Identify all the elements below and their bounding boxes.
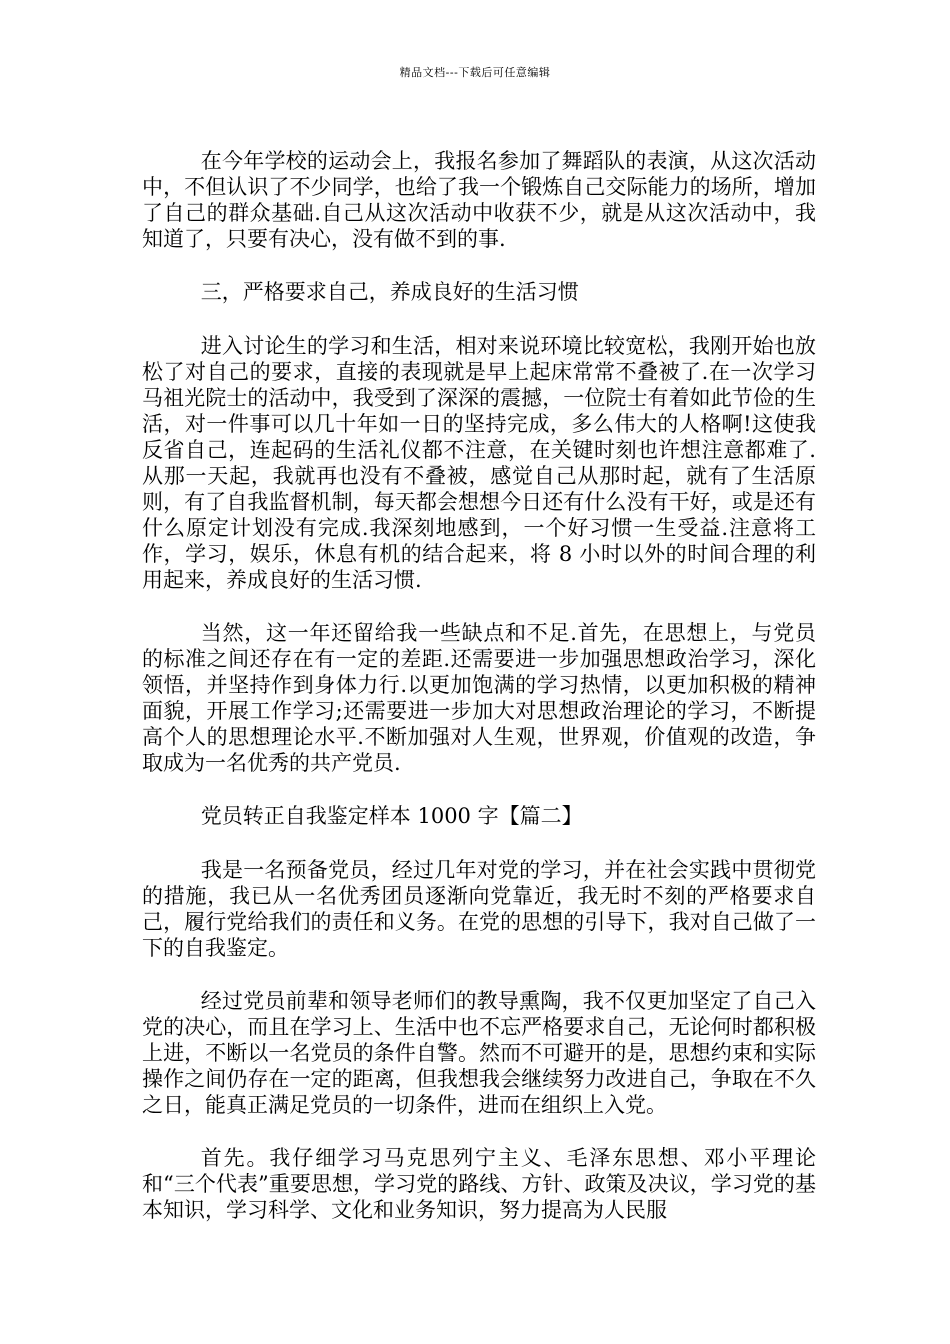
paragraph-sports-meeting: 在今年学校的运动会上，我报名参加了舞蹈队的表演，从这次活动中，不但认识了不少同学，也给了我一个锻炼自己交际能力的场所，增加了自己的群众基础.自己从这次活动中收获不少，就是从这次活动中，我知道了，只要有决心，没有做不到的事.	[142, 149, 816, 251]
section-heading-part-two: 党员转正自我鉴定样本 1000 字【篇二】	[200, 804, 583, 828]
paragraph-probationary-member: 我是一名预备党员，经过几年对党的学习，并在社会实践中贯彻党的措施，我已从一名优秀团员逐渐向党靠近，我无时不刻的严格要求自己，履行党给我们的责任和义务。在党的思想的引导下，我对自己做了一下的自我鉴定。	[142, 858, 816, 960]
paragraph-study-theory: 首先。我仔细学习马克思列宁主义、毛泽东思想、邓小平理论和“三个代表”重要思想，学习党的路线、方针、政策及决议，学习党的基本知识，学习科学、文化和业务知识，努力提高为人民服	[142, 1146, 816, 1222]
paragraph-guidance: 经过党员前辈和领导老师们的教导熏陶，我不仅更加坚定了自己入党的决心，而且在学习上、生活中也不忘严格要求自己，无论何时都积极上进，不断以一名党员的条件自警。然而不可避开的是，思想约束和实际操作之间仍存在一定的距离，但我想我会继续努力改进自己，争取在不久之日，能真正满足党员的一切条件，进而在组织上入党。	[142, 989, 816, 1117]
document-body	[142, 148, 816, 1250]
page-header: 精品文档---下载后可任意编辑	[399, 66, 551, 79]
section-heading-living-habits: 三，严格要求自己，养成良好的生活习惯	[200, 280, 579, 304]
paragraph-shortcomings: 当然，这一年还留给我一些缺点和不足.首先，在思想上，与党员的标准之间还存在有一定的差距.还需要进一步加强思想政治学习，深化领悟，并坚持作到身体力行.以更加饱满的学习热情，以更加积极的精神面貌，开展工作学习;还需要进一步加大对思想政治理论的学习，不断提高个人的思想理论水平.不断加强对人生观，世界观，价值观的改造，争取成为一名优秀的共产党员.	[142, 621, 816, 775]
paragraph-living-habits: 进入讨论生的学习和生活，相对来说环境比较宽松，我刚开始也放松了对自己的要求，直接的表现就是早上起床常常不叠被了.在一次学习马祖光院士的活动中，我受到了深深的震撼，一位院士有着如此节俭的生活，对一件事可以几十年如一日的坚持完成，多么伟大的人格啊!这使我反省自己，连起码的生活礼仪都不注意，在关键时刻也许想注意都难了.从那一天起，我就再也没有不叠被，感觉自己从那时起，就有了生活原则，有了自我监督机制，每天都会想想今日还有什么没有干好，或是还有什么原定计划没有完成.我深刻地感到，一个好习惯一生受益.注意将工作，学习，娱乐，休息有机的结合起来，将 8 小时以外的时间合理的利用起来，养成良好的生活习惯.	[142, 334, 816, 592]
